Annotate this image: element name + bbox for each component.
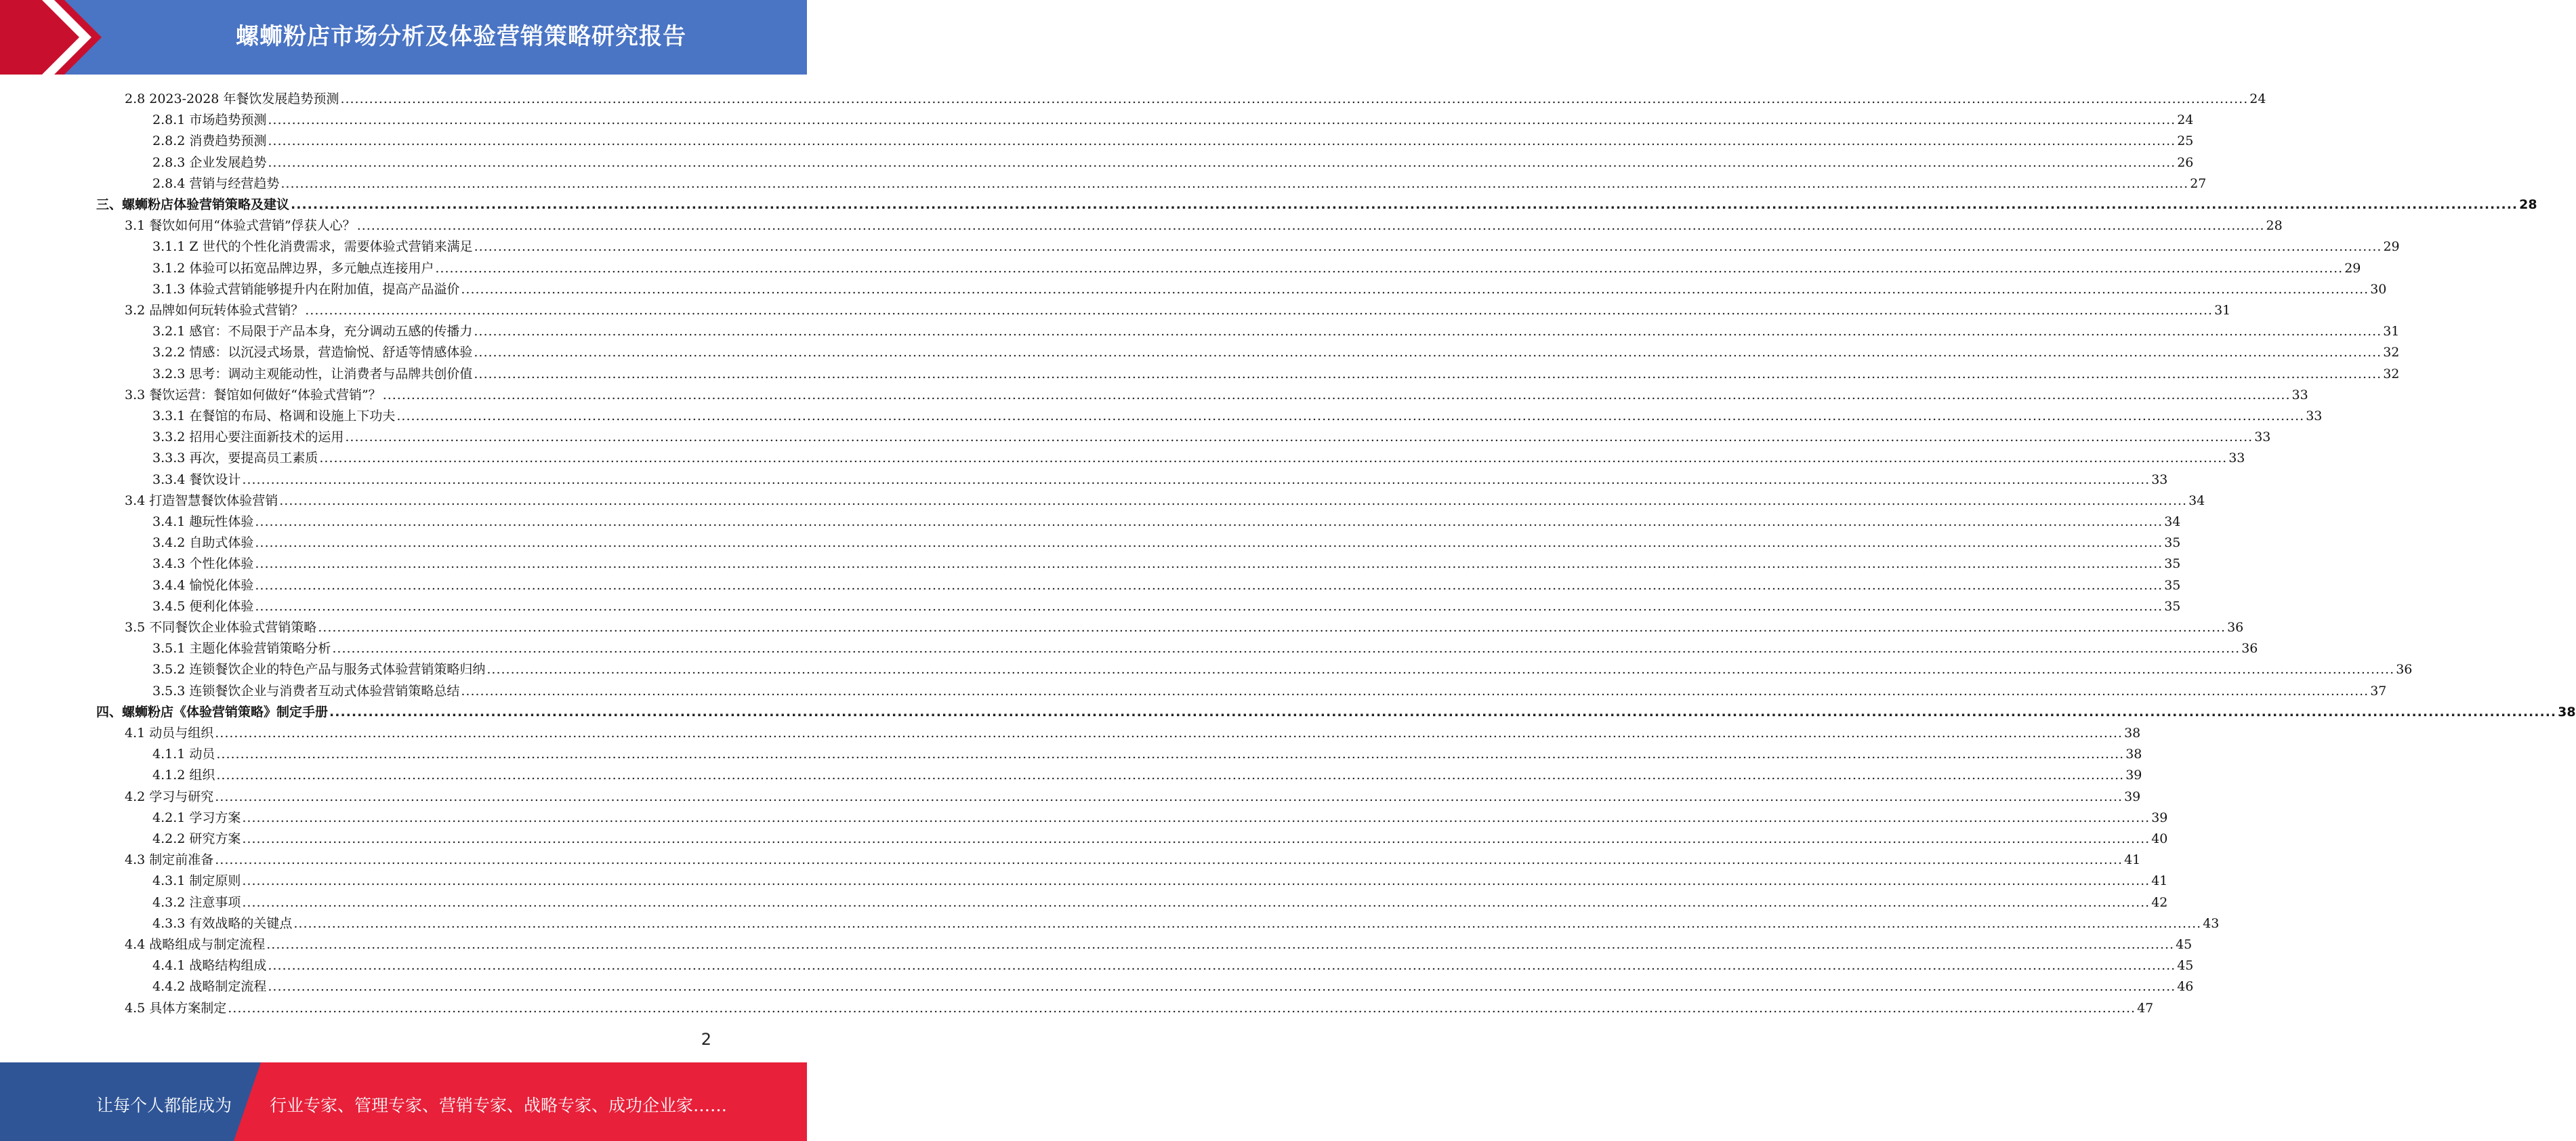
toc-entry-label: 3.4.2 自助式体验 — [152, 535, 254, 551]
dot-leader: ................................................................................................................................................................................................................................................................................................................................................................................................................ — [268, 112, 2176, 128]
toc-entry[interactable] — [152, 318, 2400, 339]
toc-entry[interactable] — [125, 488, 2205, 509]
dot-leader: ................................................................................................................................................................................................................................................................................................................................................................................................................ — [318, 620, 2226, 635]
toc-entry-label: 4.2.1 学习方案 — [152, 810, 241, 825]
toc-entry[interactable] — [125, 615, 2244, 636]
toc-entry-page: 38 — [2124, 726, 2141, 741]
footer-banner — [0, 1062, 807, 1141]
toc-entry[interactable] — [152, 974, 2194, 995]
toc-entry-page: 27 — [2190, 175, 2207, 191]
dot-leader: ................................................................................................................................................................................................................................................................................................................................................................................................................ — [268, 979, 2176, 995]
toc-entry[interactable] — [152, 509, 2181, 530]
toc-entry-page: 35 — [2164, 556, 2181, 572]
toc-entry-label: 3.4 打造智慧餐饮体验营销 — [125, 493, 278, 508]
toc-entry-page: 29 — [2344, 260, 2361, 276]
toc-entry-label: 3.2.1 感官：不局限于产品本身，充分调动五感的传播力 — [152, 324, 473, 339]
toc-entry-page: 30 — [2370, 281, 2387, 297]
toc-entry-page: 35 — [2164, 598, 2181, 614]
toc-entry[interactable] — [152, 171, 2207, 192]
toc-entry-label: 4.1.1 动员 — [152, 747, 215, 762]
dot-leader: ................................................................................................................................................................................................................................................................................................................................................................................................................ — [255, 514, 2163, 529]
dot-leader: ................................................................................................................................................................................................................................................................................................................................................................................................................ — [382, 387, 2291, 402]
dot-leader: ................................................................................................................................................................................................................................................................................................................................................................................................................ — [305, 303, 2214, 318]
toc-entry-label: 3.1 餐饮如何用“体验式营销”俘获人心？ — [125, 218, 356, 234]
toc-entry-page: 43 — [2203, 915, 2220, 931]
toc-entry-label: 3.4.3 个性化体验 — [152, 556, 254, 572]
toc-entry-page: 42 — [2151, 894, 2168, 910]
toc-entry-label: 3.4.1 趣玩性体验 — [152, 514, 254, 529]
toc-entry-label: 3.4.4 愉悦化体验 — [152, 577, 254, 593]
toc-entry[interactable] — [125, 720, 2141, 741]
dot-leader: ................................................................................................................................................................................................................................................................................................................................................................................................................ — [268, 958, 2176, 974]
toc-entry-page: 38 — [2125, 747, 2142, 762]
dot-leader: ................................................................................................................................................................................................................................................................................................................................................................................................................ — [255, 556, 2163, 572]
toc-entry-label: 2.8.1 市场趋势预测 — [152, 112, 267, 128]
toc-entry-page: 29 — [2383, 239, 2400, 255]
toc-entry-page: 41 — [2151, 873, 2168, 889]
toc-entry-page: 36 — [2396, 662, 2413, 678]
toc-entry-page: 35 — [2164, 535, 2181, 551]
toc-entry-page: 28 — [2266, 218, 2283, 234]
toc-entry-label: 2.8.3 企业发展趋势 — [152, 154, 267, 170]
toc-entry-page: 31 — [2383, 324, 2400, 339]
toc-entry-page: 24 — [2249, 91, 2266, 106]
toc-entry-label: 3.3.2 招用心要注面新技术的运用 — [152, 430, 344, 445]
dot-leader: ................................................................................................................................................................................................................................................................................................................................................................................................................ — [242, 873, 2151, 889]
toc-entry[interactable] — [152, 339, 2400, 360]
toc-entry-page: 24 — [2177, 112, 2194, 128]
toc-entry-label: 2.8.4 营销与经营趋势 — [152, 175, 280, 191]
toc-entry-label: 3.3.3 再次，要提高员工素质 — [152, 451, 318, 466]
toc-entry[interactable] — [125, 86, 2266, 107]
toc-entry-page: 39 — [2124, 789, 2141, 804]
toc-entry-page: 45 — [2177, 958, 2194, 974]
toc-entry[interactable] — [152, 403, 2323, 424]
dot-leader: ................................................................................................................................................................................................................................................................................................................................................................................................................ — [228, 1000, 2136, 1016]
toc-entry-label: 3.1.1 Z 世代的个性化消费需求，需要体验式营销来满足 — [152, 239, 473, 255]
toc-entry[interactable] — [152, 890, 2168, 911]
dot-leader: ................................................................................................................................................................................................................................................................................................................................................................................................................ — [216, 768, 2125, 783]
dot-leader: ................................................................................................................................................................................................................................................................................................................................................................................................................ — [216, 747, 2125, 762]
toc-entry-page: 37 — [2370, 683, 2387, 699]
toc-entry-page: 34 — [2164, 514, 2181, 529]
toc-entry-label: 4.2.2 研究方案 — [152, 831, 241, 846]
chevron-arrow-icon — [0, 0, 108, 75]
header-banner — [0, 0, 807, 75]
dot-leader: ................................................................................................................................................................................................................................................................................................................................................................................................................ — [279, 493, 2188, 508]
toc-entry-label: 3.2.2 情感：以沉浸式场景，营造愉悦、舒适等情感体验 — [152, 345, 473, 360]
toc-entry-page: 33 — [2306, 409, 2323, 423]
dot-leader: ................................................................................................................................................................................................................................................................................................................................................................................................................ — [396, 409, 2305, 423]
toc-entry-label: 4.4 战略组成与制定流程 — [125, 937, 266, 952]
dot-leader: ................................................................................................................................................................................................................................................................................................................................................................................................................ — [329, 704, 2557, 720]
toc-entry-label: 2.8 2023-2028 年餐饮发展趋势预测 — [125, 91, 339, 106]
dot-leader: ................................................................................................................................................................................................................................................................................................................................................................................................................ — [293, 915, 2202, 931]
toc-entry-page: 39 — [2125, 768, 2142, 783]
toc-entry-label: 三、螺蛳粉店体验营销策略及建议 — [96, 197, 290, 212]
dot-leader: ................................................................................................................................................................................................................................................................................................................................................................................................................ — [255, 598, 2163, 614]
toc-entry[interactable] — [152, 150, 2194, 171]
toc-entry-label: 4.4.2 战略制定流程 — [152, 979, 267, 995]
dot-leader: ................................................................................................................................................................................................................................................................................................................................................................................................................ — [474, 345, 2382, 360]
report-title: 螺蛳粉店市场分析及体验营销策略研究报告 — [236, 23, 686, 50]
toc-entry-label: 3.5 不同餐饮企业体验式营销策略 — [125, 620, 317, 635]
toc-entry[interactable] — [152, 107, 2194, 128]
dot-leader: ................................................................................................................................................................................................................................................................................................................................................................................................................ — [435, 260, 2344, 276]
toc-entry-label: 4.5 具体方案制定 — [125, 1000, 227, 1016]
toc-entry[interactable] — [152, 255, 2361, 276]
toc-entry[interactable] — [96, 699, 2576, 720]
toc-entry[interactable] — [152, 276, 2387, 297]
toc-entry-label: 3.4.5 便利化体验 — [152, 598, 254, 614]
dot-leader: ................................................................................................................................................................................................................................................................................................................................................................................................................ — [281, 175, 2189, 191]
dot-leader: ................................................................................................................................................................................................................................................................................................................................................................................................................ — [242, 831, 2151, 846]
footer-slogan-left: 让每个人都能成为 — [96, 1096, 232, 1115]
toc-entry[interactable] — [152, 805, 2168, 826]
footer-slogan-right: 行业专家、管理专家、营销专家、战略专家、成功企业家…… — [270, 1096, 728, 1115]
dot-leader: ................................................................................................................................................................................................................................................................................................................................................................................................................ — [319, 451, 2228, 466]
toc-entry[interactable] — [152, 762, 2142, 783]
toc-entry-label: 4.2 学习与研究 — [125, 789, 214, 804]
toc-entry[interactable] — [152, 678, 2387, 699]
toc-entry[interactable] — [125, 297, 2231, 318]
dot-leader: ................................................................................................................................................................................................................................................................................................................................................................................................................ — [268, 133, 2176, 149]
dot-leader: ................................................................................................................................................................................................................................................................................................................................................................................................................ — [474, 324, 2382, 339]
toc-entry[interactable] — [152, 953, 2194, 974]
page-number: 2 — [701, 1030, 711, 1049]
dot-leader: ................................................................................................................................................................................................................................................................................................................................................................................................................ — [268, 154, 2176, 170]
toc-entry-label: 4.3 制定前准备 — [125, 852, 214, 868]
toc-entry-label: 3.2.3 思考：调动主观能动性，让消费者与品牌共创价值 — [152, 366, 473, 381]
toc-entry[interactable] — [152, 128, 2194, 149]
dot-leader: ................................................................................................................................................................................................................................................................................................................................................................................................................ — [356, 218, 2265, 234]
dot-leader: ................................................................................................................................................................................................................................................................................................................................................................................................................ — [242, 810, 2151, 825]
toc-entry[interactable] — [152, 911, 2220, 932]
toc-entry-label: 4.3.2 注意事项 — [152, 894, 241, 910]
dot-leader: ................................................................................................................................................................................................................................................................................................................................................................................................................ — [215, 789, 2123, 804]
toc-entry[interactable] — [152, 530, 2181, 551]
toc-entry-page: 26 — [2177, 154, 2194, 170]
dot-leader: ................................................................................................................................................................................................................................................................................................................................................................................................................ — [242, 894, 2151, 910]
dot-leader: ................................................................................................................................................................................................................................................................................................................................................................................................................ — [291, 197, 2518, 212]
toc-entry-page: 35 — [2164, 577, 2181, 593]
toc-entry[interactable] — [152, 826, 2168, 847]
toc-entry[interactable] — [152, 594, 2181, 615]
dot-leader: ................................................................................................................................................................................................................................................................................................................................................................................................................ — [474, 366, 2382, 381]
toc-entry-page: 39 — [2151, 810, 2168, 825]
dot-leader: ................................................................................................................................................................................................................................................................................................................................................................................................................ — [340, 91, 2249, 106]
toc-entry[interactable] — [96, 192, 2537, 213]
toc-entry-label: 3.1.3 体验式营销能够提升内在附加值，提高产品溢价 — [152, 281, 460, 297]
toc-entry-label: 4.3.3 有效战略的关键点 — [152, 915, 293, 931]
toc-entry-page: 45 — [2176, 937, 2193, 952]
toc-entry-page: 46 — [2177, 979, 2194, 995]
toc-entry[interactable] — [125, 213, 2283, 234]
dot-leader: ................................................................................................................................................................................................................................................................................................................................................................................................................ — [215, 726, 2123, 741]
dot-leader: ................................................................................................................................................................................................................................................................................................................................................................................................................ — [332, 641, 2241, 657]
toc-entry-label: 3.3.4 餐饮设计 — [152, 472, 241, 487]
toc-entry[interactable] — [125, 784, 2141, 805]
toc-entry-page: 25 — [2177, 133, 2194, 149]
toc-entry[interactable] — [125, 995, 2154, 1016]
dot-leader: ................................................................................................................................................................................................................................................................................................................................................................................................................ — [255, 535, 2163, 551]
toc-entry-label: 3.5.1 主题化体验营销策略分析 — [152, 641, 331, 657]
toc-entry-page: 34 — [2188, 493, 2205, 508]
toc-entry-page: 47 — [2137, 1000, 2154, 1016]
dot-leader: ................................................................................................................................................................................................................................................................................................................................................................................................................ — [486, 662, 2395, 678]
dot-leader: ................................................................................................................................................................................................................................................................................................................................................................................................................ — [461, 683, 2369, 699]
toc-entry-label: 3.5.2 连锁餐饮企业的特色产品与服务式体验营销策略归纳 — [152, 662, 486, 678]
toc-entry[interactable] — [152, 424, 2271, 445]
toc-entry-label: 2.8.2 消费趋势预测 — [152, 133, 267, 149]
toc-entry-label: 3.2 品牌如何玩转体验式营销？ — [125, 303, 304, 318]
toc-entry-page: 28 — [2519, 197, 2537, 212]
toc-entry-page: 41 — [2124, 852, 2141, 868]
toc-entry-label: 3.3 餐饮运营：餐馆如何做好“体验式营销”？ — [125, 387, 381, 402]
toc-entry[interactable] — [152, 445, 2245, 466]
toc-entry-page: 38 — [2558, 704, 2576, 720]
toc-entry-label: 4.1.2 组织 — [152, 768, 215, 783]
toc-entry[interactable] — [152, 467, 2168, 488]
toc-entry-label: 4.4.1 战略结构组成 — [152, 958, 267, 974]
toc-entry[interactable] — [125, 847, 2141, 868]
toc-entry-label: 四、螺蛳粉店《体验营销策略》制定手册 — [96, 704, 329, 720]
toc-entry[interactable] — [152, 573, 2181, 594]
dot-leader: ................................................................................................................................................................................................................................................................................................................................................................................................................ — [255, 577, 2163, 593]
toc-entry-label: 3.3.1 在餐馆的布局、格调和设施上下功夫 — [152, 409, 396, 423]
toc-entry-label: 3.1.2 体验可以拓宽品牌边界，多元触点连接用户 — [152, 260, 434, 276]
toc-entry-page: 33 — [2151, 472, 2168, 487]
toc-entry[interactable] — [152, 636, 2258, 657]
toc-entry-page: 33 — [2228, 451, 2245, 466]
toc-entry-label: 4.3.1 制定原则 — [152, 873, 241, 889]
dot-leader: ................................................................................................................................................................................................................................................................................................................................................................................................................ — [345, 430, 2253, 445]
toc-entry-page: 31 — [2214, 303, 2231, 318]
dot-leader: ................................................................................................................................................................................................................................................................................................................................................................................................................ — [215, 852, 2123, 868]
toc-entry-page: 33 — [2291, 387, 2308, 402]
toc-entry-page: 32 — [2383, 366, 2400, 381]
toc-entry-page: 40 — [2151, 831, 2168, 846]
toc-entry-page: 36 — [2227, 620, 2244, 635]
toc-entry-label: 3.5.3 连锁餐饮企业与消费者互动式体验营销策略总结 — [152, 683, 460, 699]
toc-entry[interactable] — [125, 932, 2193, 953]
dot-leader: ................................................................................................................................................................................................................................................................................................................................................................................................................ — [266, 937, 2175, 952]
dot-leader: ................................................................................................................................................................................................................................................................................................................................................................................................................ — [474, 239, 2382, 255]
dot-leader: ................................................................................................................................................................................................................................................................................................................................................................................................................ — [461, 281, 2369, 297]
toc-entry[interactable] — [152, 657, 2413, 678]
toc-entry[interactable] — [125, 382, 2308, 403]
dot-leader: ................................................................................................................................................................................................................................................................................................................................................................................................................ — [242, 472, 2151, 487]
toc-entry-page: 32 — [2383, 345, 2400, 360]
toc-entry[interactable] — [152, 741, 2142, 762]
toc-entry-page: 36 — [2241, 641, 2258, 657]
toc-entry[interactable] — [152, 234, 2400, 255]
toc-entry[interactable] — [152, 868, 2168, 889]
toc-entry[interactable] — [152, 361, 2400, 382]
toc-entry-page: 33 — [2254, 430, 2271, 445]
toc-entry-label: 4.1 动员与组织 — [125, 726, 214, 741]
toc-entry[interactable] — [152, 551, 2181, 572]
